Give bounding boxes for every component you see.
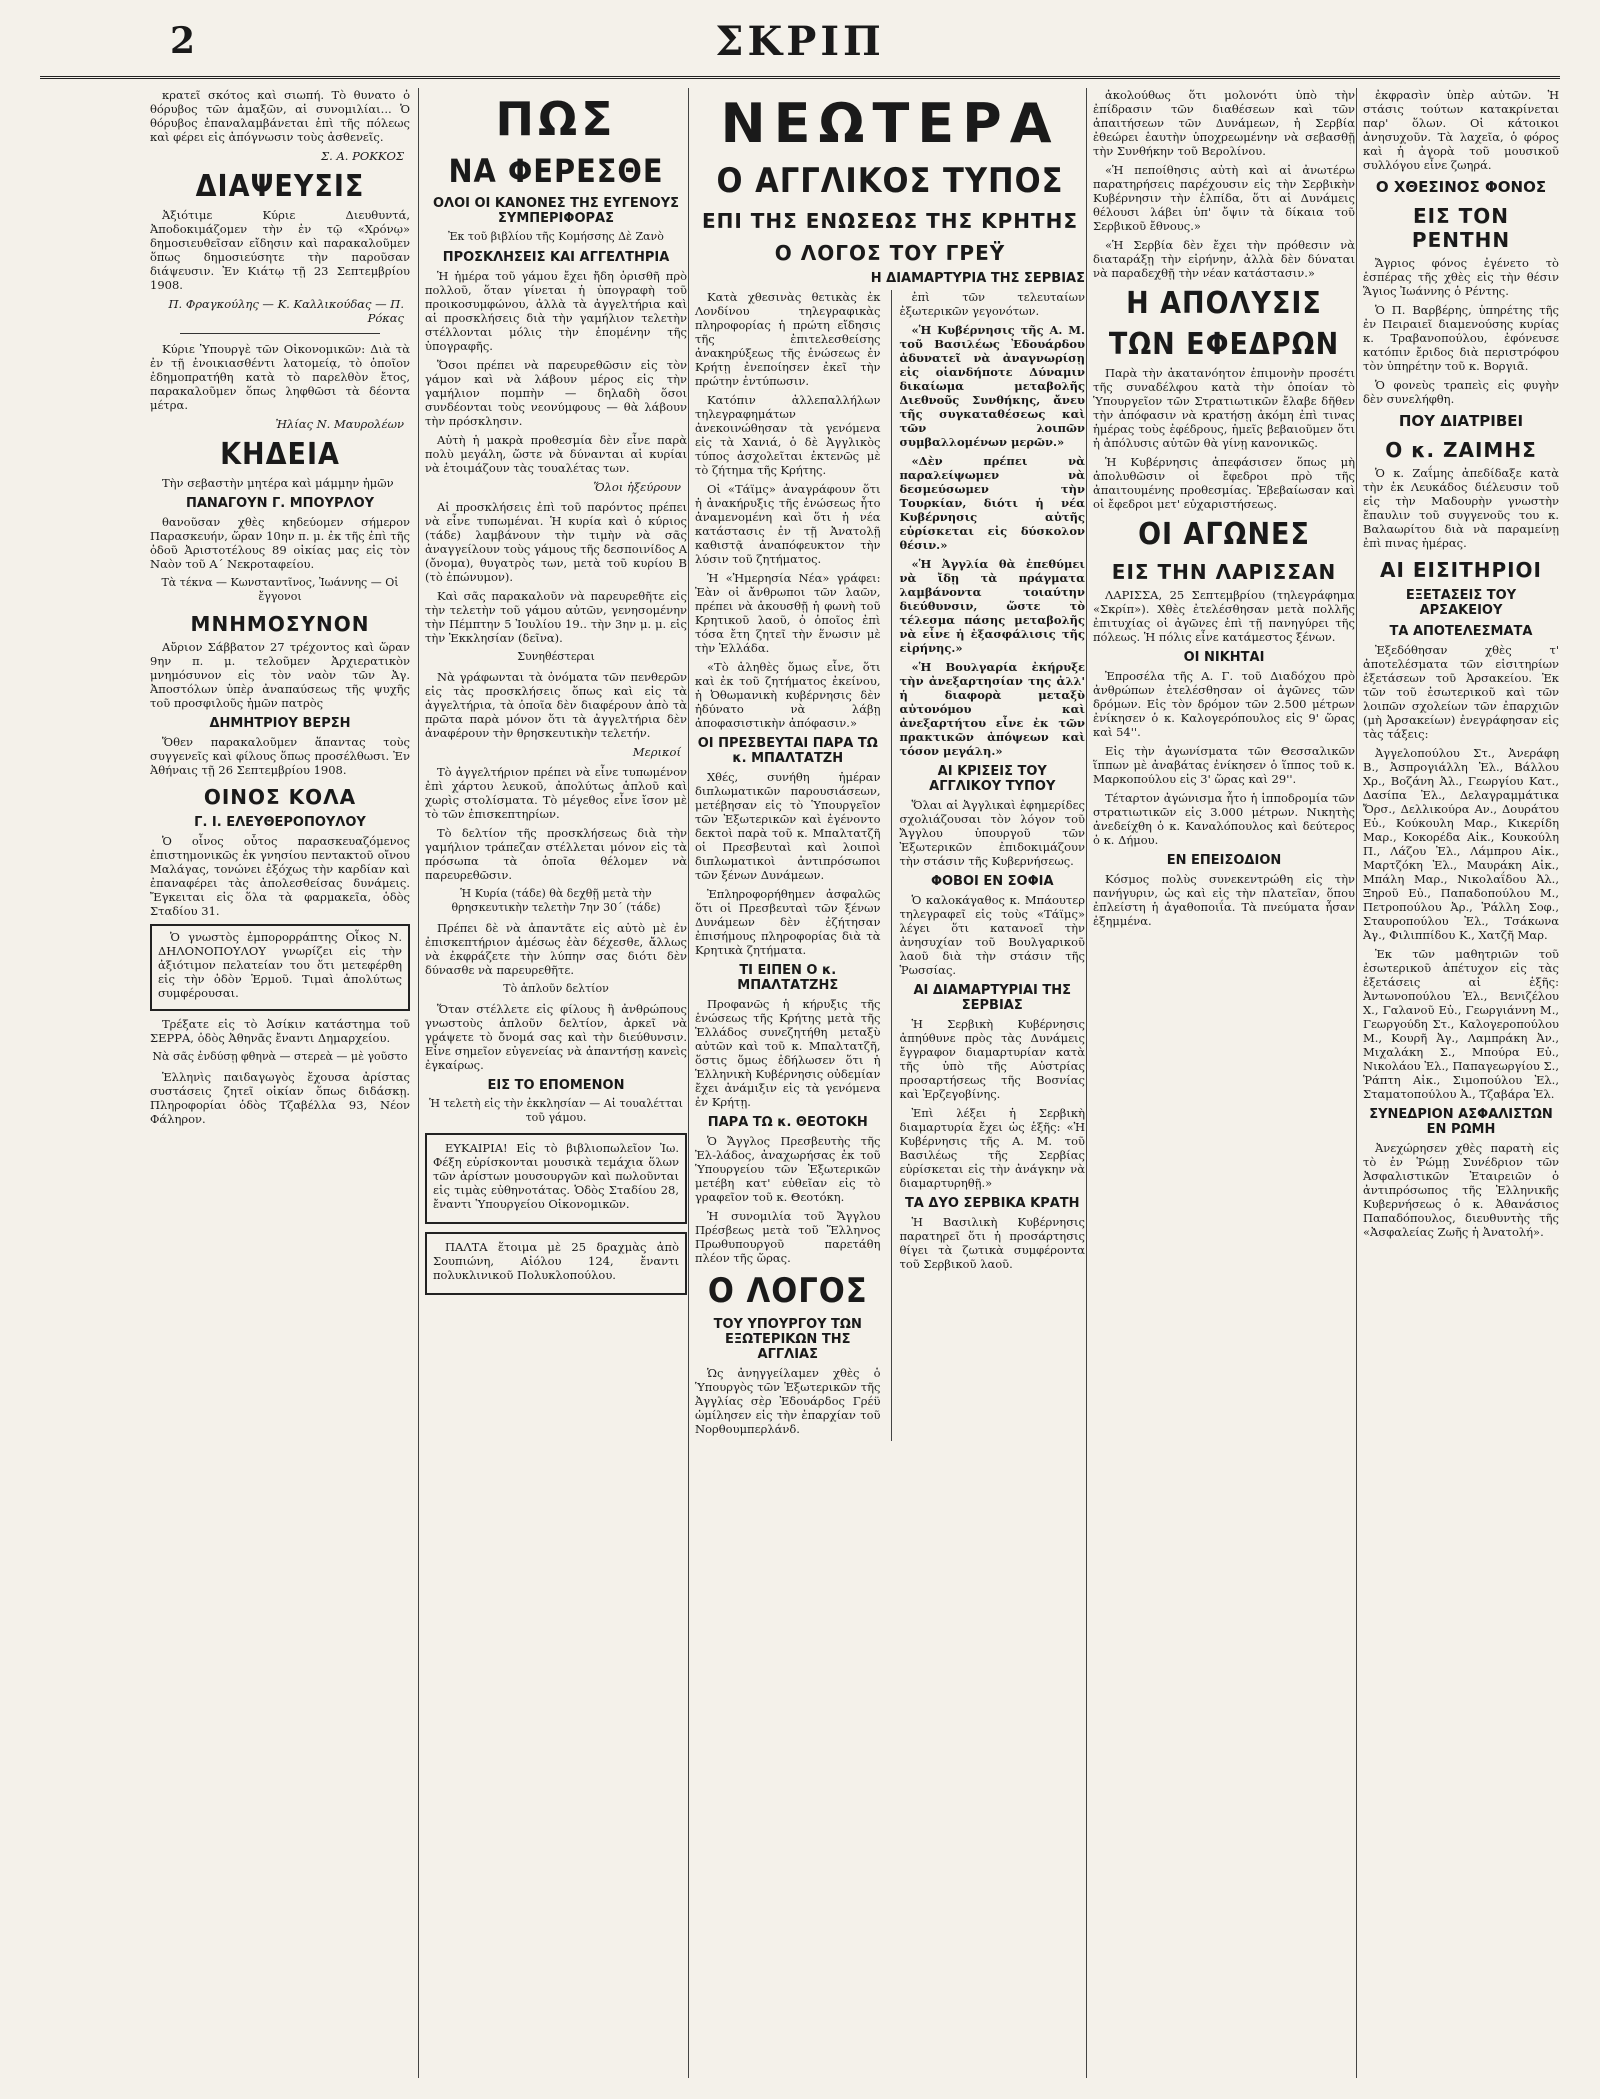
- page-number: 2: [170, 20, 196, 62]
- article-text: Αὐτὴ ἡ μακρὰ προθεσμία δὲν εἶνε παρὰ πολὺ μεγάλη, ὥστε νὰ δύνανται αἱ κυρίαι νὰ ἑτοιμάζουν τὰς τουαλέτας των.: [425, 433, 687, 475]
- article-text: Εἰς τὴν ἀγωνίσματα τῶν Θεσσαλικῶν ἵππων μὲ ἀναβάτας ἐνίκησεν ὁ ἵππος τοῦ κ. Μαρκοπούλου εἰς 3' ὥρας καὶ 29''.: [1093, 744, 1355, 786]
- ad-text: Ὁ οἶνος οὗτος παρασκευαζόμενος ἐπιστημονικῶς ἐκ γνησίου πεντακτοῦ οἴνου Μαλάγας, τονώνει ἐξόχως τὴν καρδίαν καὶ ἐπαναφέρει τὰς ἀπολεσθείσας δυνάμεις. Ἔγκειται εἰς ὅλα τὰ φαρμακεῖα, ὁδὸς Σταδίου 31.: [150, 834, 410, 918]
- article-text: Ἡ Σερβικὴ Κυβέρνησις ἀπηύθυνε πρὸς τὰς Δυνάμεις ἔγγραφον διαμαρτυρίαν κατὰ τῆς ὑπὸ τῆς Αὐστρίας προσαρτήσεως τῆς Βοσνίας καὶ Ἐρζεγοβίνης.: [899, 1017, 1085, 1101]
- results-heading: ΤΑ ΑΠΟΤΕΛΕΣΜΑΤΑ: [1389, 624, 1533, 639]
- article-text: κρατεῖ σκότος καὶ σιωπή. Τὸ θυνατο ὁ θόρυβος τῶν ἀμαξῶν, αἱ συνομιλίαι... Ὁ θόρυβος ἐπαναλαμβάνεται ἐπὶ τῆς πόλεως καὶ φέρει εἰς ἀπόγνωσιν τοὺς ἀσθενεῖς.: [150, 88, 410, 144]
- exams-heading-2: ΕΞΕΤΑΣΕΙΣ ΤΟΥ ΑΡΣΑΚΕΙΟΥ: [1405, 588, 1517, 618]
- article-text: Προφανῶς ἡ κήρυξις τῆς ἑνώσεως τῆς Κρήτης μετὰ τῆς Ἑλλάδος συνεζητήθη μεταξὺ αὐτῶν καὶ τοῦ κ. Μπαλτατζῆ, ὅστις ὅμως ἐδήλωσεν ὅτι ἡ Ἑλληνικὴ Κυβέρνησις οὐδεμίαν ἔχει ἀνάμιξιν εἰς τὰ γενόμενα ἐν Κρήτῃ.: [695, 997, 881, 1109]
- subheading: ΑΙ ΚΡΙΣΕΙΣ ΤΟΥ ΑΓΓΛΙΚΟΥ ΤΥΠΟΥ: [929, 764, 1056, 794]
- etiquette-title: ΠΩΣ: [495, 92, 617, 146]
- article-text: Ἡ Βασιλικὴ Κυβέρνησις παρατηρεῖ ὅτι ἡ προσάρτησις θίγει τὰ ζωτικὰ συμφέροντα τοῦ Σερβικοῦ λαοῦ.: [899, 1215, 1085, 1271]
- murder-heading-2: ΕΙΣ ΤΟΝ ΡΕΝΤΗΝ: [1411, 204, 1511, 252]
- newspaper-title: ΣΚΡΙΠ: [715, 18, 885, 65]
- article-text: Ὡς ἀνηγγείλαμεν χθὲς ὁ Ὑπουργὸς τῶν Ἐξωτερικῶν τῆς Ἀγγλίας σὲρ Ἐδουάρδος Γρέϋ ὡμίλησεν εἰς τὴν ἐπαρχίαν τοῦ Νορθουμπερλάνδ.: [695, 1366, 881, 1436]
- columns: [40, 88, 1560, 2078]
- zaimis-heading-2: Ο κ. ΖΑΙΜΗΣ: [1385, 438, 1537, 462]
- signers: Π. Φραγκούλης — Κ. Καλλικούδας — Π. Ρόκας: [168, 297, 404, 325]
- article-text: Ὁ κ. Ζαΐμης ἀπεδίδαξε κατὰ τὴν ἐκ Λευκάδος διέλευσιν τοῦ εἰς τὴν Μαδουρὴν γνωστὴν ἔπαυλιν τοῦ συγγενοῦς του κ. Βαλαωρίτου διὰ νὰ παραμείνῃ ἐπὶ πινας ἡμέρας.: [1363, 466, 1559, 550]
- reservists-heading-2: ΤΩΝ ΕΦΕΔΡΩΝ: [1108, 327, 1340, 362]
- article-text: ΛΑΡΙΣΣΑ, 25 Σεπτεμβρίου (τηλεγράφημα «Σκρίπ»). Χθὲς ἐτελέσθησαν μετὰ πολλῆς ἐπιτυχίας οἱ ἀγῶνες ἐπὶ τῇ πανηγύρει τῆς πόλεως. Ἡ πόλις εἶνε κατάμεστος ξένων.: [1093, 588, 1355, 644]
- subheading: ΤΑ ΔΥΟ ΣΕΡΒΙΚΑ ΚΡΑΤΗ: [904, 1196, 1080, 1211]
- ad-text: ΕΥΚΑΙΡΙΑ! Εἰς τὸ βιβλιοπωλεῖον Ἰω. Φέξη εὑρίσκονται μουσικὰ τεμάχια ὅλων τῶν ἀρίστων μουσουργῶν καὶ πωλοῦνται εἰς τιμὰς εὐθηνοτάτας. Ὁδὸς Σταδίου 28, ἔναντι Ὑπουργείου Οἰκονομικῶν.: [433, 1141, 679, 1211]
- subheading: ΑΙ ΔΙΑΜΑΡΤΥΡΙΑΙ ΤΗΣ ΣΕΡΒΙΑΣ: [913, 983, 1072, 1013]
- column-2: [418, 88, 693, 2078]
- ad-text: Ὁ γνωστὸς ἐμπορορράπτης Οἶκος Ν. ΔΗΛΟΝΟΠΟΥΛΟΥ γνωρίζει εἰς τὴν ἀξιότιμον πελατείαν του ὅτι μετεφέρθη εἰς τὴν ὁδὸν Ἑρμοῦ. Τιμαὶ ἀπολύτως συμφέρουσαι.: [158, 930, 402, 1000]
- ad-text: Τρέξατε εἰς τὸ Ἀσίκιν κατάστημα τοῦ ΣΕΡΡΑ, ὁδὸς Ἀθηνᾶς ἔναντι Δημαρχείου.: [150, 1017, 410, 1045]
- column-4: [1086, 88, 1361, 2078]
- article-text: Αἱ προσκλήσεις ἐπὶ τοῦ παρόντος πρέπει νὰ εἶνε τυπωμέναι. Ἡ κυρία καὶ ὁ κύριος (τάδε) λαμβάνουν τὴν τιμὴν νὰ σᾶς ἀναγγείλουν τοὺς γάμους τῆς δεσποινίδος Α (ὄνομα), θυγατρὸς των, μετὰ τοῦ κυρίου Β (τὸ ἐπώνυμον).: [425, 500, 687, 584]
- next-issue-heading: ΕΙΣ ΤΟ ΕΠΟΜΕΝΟΝ: [487, 1078, 625, 1093]
- family-names: Τὰ τέκνα — Κωνσταντῖνος, Ἰωάννης — Οἱ ἔγγονοι: [161, 576, 399, 603]
- memorial-name: ΔΗΜΗΤΡΙΟΥ ΒΕΡΣΗ: [209, 716, 351, 731]
- etiquette-title-2: ΝΑ ΦΕΡΕΣΘΕ: [448, 152, 664, 190]
- masthead: [40, 18, 1560, 79]
- article-text: Κατόπιν ἀλλεπαλλήλων τηλεγραφημάτων ἀνεκοινώθησαν τὰ γενόμενα εἰς τὰ Χανιά, ὁ δὲ Ἀγγλικὸς τύπος ἀσχολεῖται ἐκτενῶς μὲ τὸ ζήτημα τῆς Κρήτης.: [695, 393, 881, 477]
- student-list: Ἐκ τῶν μαθητριῶν τοῦ ἐσωτερικοῦ ἀπέτυχον εἰς τὰς ἐξετάσεις αἱ ἑξῆς: Ἀντωνοπούλου Ἐλ., Βενιζέλου Χ., Γαλανοῦ Εὐ., Γεωργιάννη Μ., Γεωργούδη Στ., Καλογεροπούλου Μ., Κουρῆ Ἀγ., Λαμπράκη Ἀν., Μιχαλάκη Σ., Μπούρα Εὐ., Νικολάου Ἐλ., Παπαγεωργίου Σ., Ῥάπτη Αἰκ., Σιμοπούλου Ἐλ., Σταματοπούλου Ἀ., Τζαβάρα Ἐλ.: [1363, 947, 1559, 1101]
- article-text: Πρέπει δὲ νὰ ἀπαντᾶτε εἰς αὐτὸ μὲ ἐν ἐπισκεπτήριον ἀμέσως ἐὰν δέχεσθε, ἄλλως νὰ ἐκφράζετε τὴν λύπην σας διότι δὲν δύνασθε νὰ παρευρεθῆτε.: [425, 921, 687, 977]
- newspaper-page: [40, 18, 1560, 2088]
- article-text: Ἡ «Ἡμερησία Νέα» γράφει: Ἐὰν οἱ ἄνθρωποι τῶν λαῶν, πρέπει νὰ ἀκουσθῇ ἡ φωνὴ τοῦ Κρητικοῦ λαοῦ, ὁ ὁποῖος ἐπὶ τόσα ἔτη ζητεῖ τὴν ἕνωσιν μὲ τὴν Ἑλλάδα.: [695, 571, 881, 655]
- column-1: [150, 88, 416, 2078]
- exams-heading: ΑΙ ΕΙΣΙΤΗΡΙΟΙ: [1379, 558, 1542, 582]
- article-text: Ἀνεχώρησεν χθὲς παρατὴ εἰς τὸ ἐν Ῥώμῃ Συνέδριον τῶν Ἀσφαλιστικῶν Ἑταιρειῶν ὁ ἀντιπρόσωπος τῆς Ἑλληνικῆς Κυβερνήσεως ὁ κ. Ἀθανάσιος Παπαδόπουλος, διευθυντὴς τῆς «Ἀσφαλείας Ζωῆς ἡ Ἀνατολή».: [1363, 1141, 1559, 1239]
- article-text: Ὁ Π. Βαρβέρης, ὑπηρέτης τῆς ἐν Πειραιεῖ διαμενούσης κυρίας κ. Τραβανοπούλου, ἐφόνευσε κατόπιν ἔριδος διὰ περιστρόφου τὸν ὑπηρέτην τοῦ κ. Βοργιᾶ.: [1363, 303, 1559, 373]
- article-text: Κόσμος πολὺς συνεκεντρώθη εἰς τὴν πανήγυριν, ὡς καὶ εἰς τὴν πλατεῖαν, ὅπου ἐπλείστη ἡ ἀγαθοποιΐα. Τὰ πνεύματα ἦσαν ἐξημμένα.: [1093, 872, 1355, 928]
- games-heading: ΟΙ ΑΓΩΝΕΣ: [1138, 517, 1310, 552]
- winners-heading: ΟΙ ΝΙΚΗΤΑΙ: [1183, 650, 1265, 665]
- signature: Σ. Α. ΡΟΚΚΟΣ: [321, 149, 404, 163]
- article-text: Ὅταν στέλλετε εἰς φίλους ἢ ἀνθρώπους γνωστοὺς ἁπλοῦν δελτίον, ἀρκεῖ νὰ γράψετε τὸ ὄνομά σας καὶ τὴν διεύθυνσιν. Εἶνε σημεῖον εὐγενείας νὰ ἀπαντήσῃ κανεὶς ἐγκαίρως.: [425, 1002, 687, 1072]
- headline-crete-union: ΕΠΙ ΤΗΣ ΕΝΩΣΕΩΣ ΤΗΣ ΚΡΗΤΗΣ: [701, 209, 1079, 233]
- pull-quote: Ὅλοι ἠξεύρουν: [593, 480, 681, 494]
- congress-heading: ΣΥΝΕΔΡΙΟΝ ΑΣΦΑΛΙΣΤΩΝ ΕΝ ΡΩΜΗ: [1369, 1107, 1553, 1137]
- article-text: Ἀξιότιμε Κύριε Διευθυντά, Ἀποδοκιμάζομεν τὴν ἐν τῷ «Χρόνῳ» δημοσιευθεῖσαν εἴδησιν καὶ παρακαλοῦμεν ὅπως δημοσιεύσητε τὴν παροῦσαν διάψευσιν. Ἐν Κιάτῳ τῇ 23 Σεπτεμβρίου 1908.: [150, 208, 410, 292]
- article-text: Ὅθεν παρακαλοῦμεν ἅπαντας τοὺς συγγενεῖς καὶ φίλους ὅπως προσέλθωσι. Ἐν Ἀθήναις τῇ 26 Σεπτεμβρίου 1908.: [150, 735, 410, 777]
- article-text: Ὅλαι αἱ Ἀγγλικαὶ ἐφημερίδες σχολιάζουσαι τὸν λόγον τοῦ Ἄγγλου ὑπουργοῦ τῶν Ἐξωτερικῶν ἐπιδοκιμάζουν τὴν στάσιν τῆς Κυβερνήσεως.: [899, 798, 1085, 868]
- article-text: Χθές, συνήθη ἡμέραν διπλωματικῶν παρουσιάσεων, μετέβησαν εἰς τὸ Ὑπουργεῖον τῶν Ἐξωτερικῶν καὶ ἐγένοντο δεκτοὶ παρὰ τοῦ κ. Μπαλτατζῆ οἱ Πρεσβευταὶ καὶ λοιποὶ διπλωματικοὶ ἀντιπρόσωποι τῶν ξένων Δυνάμεων.: [695, 770, 881, 882]
- diapsevsis-heading: ΔΙΑΨΕΥΣΙΣ: [195, 169, 365, 204]
- speech-subheading: ΤΟΥ ΥΠΟΥΡΓΟΥ ΤΩΝ ΕΞΩΤΕΡΙΚΩΝ ΤΗΣ ΑΓΓΛΙΑΣ: [713, 1317, 862, 1362]
- news-left: [695, 290, 881, 1441]
- subheading: ΠΑΡΑ ΤΩ κ. ΘΕΟΤΟΚΗ: [707, 1115, 868, 1130]
- article-text: Τὸ ἀγγελτήριον πρέπει νὰ εἶνε τυπωμένον ἐπὶ χάρτου λευκοῦ, ἀπολύτως ἁπλοῦ καὶ χωρὶς στολίσματα. Τὸ μέγεθος εἶνε ἴσον μὲ τὸ τῶν ἐπισκεπτηρίων.: [425, 765, 687, 821]
- headline-english-press: Ο ΑΓΓΛΙΚΟΣ ΤΥΠΟΣ: [716, 161, 1064, 201]
- article-text: Ὅσοι πρέπει νὰ παρευρεθῶσιν εἰς τὸν γάμον καὶ νὰ λάβουν μέρος εἰς τὴν γαμήλιον πομπὴν — δηλαδὴ ὅσοι συνδέονται τοὺς νεονύμφους — θὰ λάβουν τὴν πρόσκλησιν.: [425, 358, 687, 428]
- article-text: Οἱ «Τάϊμς» ἀναγράφουν ὅτι ἡ ἀνακήρυξις τῆς ἑνώσεως ἦτο ἀναμενομένη καὶ ὅτι ἡ νέα κατάστασις ἐν τῇ Ἀνατολῇ καθιστᾷ ἀναπόφευκτον τὴν λύσιν τοῦ ζητήματος.: [695, 482, 881, 566]
- article-text: «Ἡ Ἀγγλία θὰ ἐπεθύμει νὰ ἴδῃ τὰ πράγματα λαμβάνοντα τοιαύτην διεύθυνσιν, ὥστε τὸ τέλεσμα πάσης μεταβολῆς νὰ εἶνε ἡ ἐξασφάλισις τῆς εἰρήνης.»: [899, 557, 1085, 655]
- wine-ad-maker: Γ. Ι. ΕΛΕΥΘΕΡΟΠΟΥΛΟΥ: [194, 815, 366, 830]
- article-text: Κύριε Ὑπουργὲ τῶν Οἰκονομικῶν: Διὰ τὰ ἐν τῇ ἐνοικιασθέντι λατομείᾳ, τὸ ὁποῖον ἐδημοπρατήθη κατὰ τὸ παρελθὸν ἔτος, παρακαλοῦμεν ὅπως ληφθῶσι τὰ δέοντα μέτρα.: [150, 342, 410, 412]
- student-list: Ἀγγελοπούλου Στ., Ἀνεράφη Β., Ἀσπρογιάλλη Ἐλ., Βάλλου Χρ., Βοζάνη Ἀλ., Γεωργίου Κατ., Δασίπα Ἐλ., Δελαγραμμάτικα Ὄρσ., Δελλικούρα Αν., Δουράτου Εὐ., Κούκουλη Μαρ., Κικερίδη Μαρ., Κοκορέδα Αἰκ., Κουκούλη Π., Λάζου Ἐλ., Λάμπρου Αἰκ., Μαρτζόκη Ἐλ., Μαυράκη Αἰκ., Μπάλη Μαρ., Νικολαΐδου Ἀλ., Ξηροῦ Εὐ., Παπαδοπούλου Μ., Πετροπούλου Ἀρ., Ῥάλλη Σοφ., Σταυροπούλου Ἐλ., Τσάκωνα Ἀγ., Φιλιππίδου Κ., Χατζῆ Μαρ.: [1363, 746, 1559, 942]
- headline-grey-speech: Ο ΛΟΓΟΣ ΤΟΥ ΓΡΕΫ: [774, 241, 1006, 265]
- tailor-ad: [150, 924, 410, 1011]
- article-text: «Τὸ ἀληθὲς ὅμως εἶνε, ὅτι καὶ ἐκ τοῦ ζητήματος ἐκείνου, ἡ Ὀθωμανικὴ κυβέρνησις δὲν ἠδύνατο νὰ λάβῃ ἀποφασιστικὴν ἀπόφασιν.»: [695, 660, 881, 730]
- murder-heading: Ο ΧΘΕΣΙΝΟΣ ΦΟΝΟΣ: [1375, 178, 1547, 196]
- article-text: Ὁ καλοκάγαθος κ. Μπάουτερ τηλεγραφεῖ εἰς τοὺς «Τάϊμς» λέγει ὅτι κατανοεῖ τὴν ἀνησυχίαν τοῦ Βουλγαρικοῦ λαοῦ διὰ τὴν στάσιν τῆς Ῥωσσίας.: [899, 893, 1085, 977]
- article-text: Ὁ φονεὺς τραπεὶς εἰς φυγὴν δὲν συνελήφθη.: [1363, 378, 1559, 406]
- article-text: «Ἡ Βουλγαρία ἐκήρυξε τὴν ἀνεξαρτησίαν της ἀλλ' ἡ διαφορὰ μεταξὺ αὐτονόμου καὶ ἀνεξαρτήτου εἶνε ἐκ τῶν πρακτικῶν ἀπόψεων καὶ τόσον μεγάλη.»: [899, 660, 1085, 758]
- news-heading: ΝΕΩΤΕΡΑ: [720, 92, 1060, 155]
- article-text: «Ἡ Σερβία δὲν ἔχει τὴν πρόθεσιν νὰ διαταράξῃ τὴν εἰρήνην, ἀλλὰ δὲν δύναται νὰ παραδεχθῇ τὴν νέαν κατάστασιν.»: [1093, 238, 1355, 280]
- mnimosynon-heading: ΜΝΗΜΟΣΥΝΟΝ: [190, 612, 370, 636]
- next-issue-text: Ἡ τελετὴ εἰς τὴν ἐκκλησίαν — Αἱ τουαλέτται τοῦ γάμου.: [429, 1097, 683, 1124]
- subheading: ΤΙ ΕΙΠΕΝ Ο κ. ΜΠΑΛΤΑΤΖΗΣ: [737, 963, 839, 993]
- etiquette-subtitle: ΟΛΟΙ ΟΙ ΚΑΝΟΝΕΣ ΤΗΣ ΕΥΓΕΝΟΥΣ ΣΥΜΠΕΡΙΦΟΡΑΣ: [432, 196, 679, 226]
- headline-serbia-protest: Η ΔΙΑΜΑΡΤΥΡΙΑ ΤΗΣ ΣΕΡΒΙΑΣ: [870, 271, 1085, 286]
- deceased-name: ΠΑΝΑΓΟΥΝ Γ. ΜΠΟΥΡΛΟΥ: [185, 496, 375, 511]
- article-text: θανοῦσαν χθὲς κηδεύομεν σήμερον Παρασκευήν, ὥραν 10ην π. μ. ἐκ τῆς ἐπὶ τῆς ὁδοῦ Ἀριστοτέλους 89 οἰκίας μας εἰς τὸν Ναὸν τοῦ Α΄ Νεκροταφείου.: [150, 515, 410, 571]
- article-text: Ἡ ἡμέρα τοῦ γάμου ἔχει ἤδη ὁρισθῆ πρὸ πολλοῦ, ὅταν γίνεται ἡ ὑπογραφὴ τοῦ προικοσυμφώνου, ἀλλὰ τὰ ἀγγελτήρια καὶ αἱ προσκλήσεις διὰ τὴν γαμήλιον τελετὴν στέλλονται μόλις τὴν ἐπομένην τῆς ὑπογραφῆς.: [425, 269, 687, 353]
- music-ad: [425, 1133, 687, 1224]
- article-text: Αὔριον Σάββατον 27 τρέχοντος καὶ ὥραν 9ην π. μ. τελοῦμεν Ἀρχιερατικὸν μνημόσυνον εἰς τὸν ναὸν τῶν Ἀγ. Ἀποστόλων ὑπὲρ ἀναπαύσεως τῆς ψυχῆς τοῦ προσφιλοῦς ἡμῶν πατρὸς: [150, 640, 410, 710]
- section-subheading: Τὸ ἁπλοῦν δελτίον: [503, 982, 609, 995]
- article-text: ἐκφρασὶν ὑπὲρ αὐτῶν. Ἡ στάσις τούτων κατακρίνεται παρ' ὅλων. Οἱ κάτοικοι ἀνησυχοῦν. Τὰ λαχεῖα, ὁ φόρος καὶ ἡ ἀγορὰ τοῦ μουσικοῦ συλλόγου εἶνε ζωηρά.: [1363, 88, 1559, 172]
- column-3: [688, 88, 1091, 2078]
- games-heading-2: ΕΙΣ ΤΗΝ ΛΑΡΙΣΣΑΝ: [1111, 560, 1337, 584]
- zaimis-heading: ΠΟΥ ΔΙΑΤΡΙΒΕΙ: [1398, 412, 1524, 430]
- divider: [180, 333, 380, 334]
- article-text: Ἡ Κυβέρνησις ἀπεφάσισεν ὅπως μὴ ἀπολυθῶσιν οἱ ἔφεδροι πρὸ τῆς ἀπαιτουμένης προθεσμίας. Ἐβεβαίωσαν καὶ οἱ ἔφεδροι μετ' εὐχαριστήσεως.: [1093, 455, 1355, 511]
- article-text: Τὴν σεβαστὴν μητέρα καὶ μάμμην ἡμῶν: [162, 476, 394, 490]
- article-text: ἐπὶ τῶν τελευταίων ἐξωτερικῶν γεγονότων.: [899, 290, 1085, 318]
- incident-heading: ΕΝ ΕΠΕΙΣΟΔΙΟΝ: [1166, 853, 1282, 868]
- news-right: [891, 290, 1086, 1441]
- kideia-heading: ΚΗΔΕΙΑ: [220, 437, 340, 472]
- article-text: «Δὲν πρέπει νὰ παραλείψωμεν νὰ δεσμεύσωμεν τὴν Τουρκίαν, διότι ἡ νέα Κυβέρνησις αὐτῆς εὑρίσκεται εἰς δύσκολον θέσιν.»: [899, 454, 1085, 552]
- article-text: «Ἡ πεποίθησις αὐτὴ καὶ αἱ ἀνωτέρω παρατηρήσεις παρέχουσιν εἰς τὴν Σερβικὴν Κυβέρνησιν τὴν ἐλπίδα, ὅτι αἱ Δυνάμεις θέλουσι λάβει ὑπ' ὄψιν τὰ δίκαια τοῦ Σερβικοῦ ἔθνους.»: [1093, 163, 1355, 233]
- ad-slogan: Νὰ σᾶς ἐνδύσῃ φθηνὰ — στερεὰ — μὲ γοῦστο: [152, 1050, 408, 1063]
- ad-text: ΠΑΛΤΑ ἕτοιμα μὲ 25 δραχμὰς ἀπὸ Σουπιώνη, Αἰόλου 124, ἔναντι πολυκλινικοῦ Πολυκλοπούλου.: [433, 1240, 679, 1282]
- subheading: ΟΙ ΠΡΕΣΒΕΥΤΑΙ ΠΑΡΑ ΤΩ κ. ΜΠΑΛΤΑΤΖΗ: [697, 736, 878, 766]
- speech-heading: Ο ΛΟΓΟΣ: [707, 1271, 868, 1311]
- article-text: Ἐξεδόθησαν χθὲς τ' ἀποτελέσματα τῶν εἰσιτηρίων ἐξετάσεων τοῦ Ἀρσακείου. Ἐκ τῶν τοῦ ἐσωτερικοῦ καὶ τῶν λοιπῶν σχολείων τῶν ἐπαρχιῶν (μὴ Ἀρσακείων) ἐνεγράφησαν εἰς τὰς τάξεις:: [1363, 643, 1559, 741]
- news-two-columns: [695, 290, 1085, 1441]
- article-text: Ἐπροσέλα τῆς Α. Γ. τοῦ Διαδόχου πρὸ ἀνθρώπων ἐτελέσθησαν οἱ ἀγῶνες τῶν δρόμων. Εἰς τὸν δρόμον τῶν 2.500 μέτρων ἐνίκησεν ὁ κ. Καλογερόπουλος εἰς 9' ὥρας καὶ 54''.: [1093, 669, 1355, 739]
- article-text: Καὶ σᾶς παρακαλοῦν νὰ παρευρεθῆτε εἰς τὴν τελετὴν τοῦ γάμου αὐτῶν, γενησομένην τὴν Πέμπτην 5 Ἰουλίου 19.. τὴν 3ην μ. μ. εἰς τὴν Ἐκκλησίαν (δεῖνα).: [425, 589, 687, 645]
- reservists-heading: Η ΑΠΟΛΥΣΙΣ: [1126, 286, 1322, 321]
- article-text: Τέταρτον ἀγώνισμα ἦτο ἡ ἱπποδρομία τῶν στρατιωτικῶν εἰς 3.000 μέτρων. Νικητὴς ἀνεδείχθη ὁ κ. Καναλόπουλος καὶ δεύτερος ὁ κ. Δήμου.: [1093, 791, 1355, 847]
- article-text: Ἐπὶ λέξει ἡ Σερβικὴ διαμαρτυρία ἔχει ὡς ἑξῆς: «Ἡ Κυβέρνησις τῆς Α. Μ. τοῦ Βασιλέως τῆς Σερβίας εὑρίσκεται εἰς τὴν ἀνάγκην νὰ διαμαρτυρηθῇ.»: [899, 1106, 1085, 1190]
- signature: Ἠλίας Ν. Μαυρολέων: [275, 417, 404, 431]
- article-text: Ἡ συνομιλία τοῦ Ἄγγλου Πρέσβεως μετὰ τοῦ Ἕλληνος Πρωθυπουργοῦ παρετάθη πλέον τῆς ὥρας.: [695, 1209, 881, 1265]
- section-heading: ΠΡΟΣΚΛΗΣΕΙΣ ΚΑΙ ΑΓΓΕΛΤΗΡΙΑ: [442, 250, 670, 265]
- article-text: Ἐπληροφορήθημεν ἀσφαλῶς ὅτι οἱ Πρεσβευταὶ τῶν ξένων Δυνάμεων δὲν ἐζήτησαν ἐπισήμους πληροφορίας διὰ τὰ Κρητικὰ ζητήματα.: [695, 887, 881, 957]
- article-text: Ἄγριος φόνος ἐγένετο τὸ ἑσπέρας τῆς χθὲς εἰς τὴν θέσιν Ἅγιος Ἰωάννης ὁ Ρέντης.: [1363, 256, 1559, 298]
- source-line: Ἐκ τοῦ βιβλίου τῆς Κομήσσης Δὲ Ζανὸ: [448, 230, 664, 243]
- article-text: Τὸ δελτίον τῆς προσκλήσεως διὰ τὴν γαμήλιον τράπεζαν στέλλεται μόνον εἰς τὰ πρόσωπα τὰ ὁποῖα θέλομεν νὰ παρευρεθῶσιν.: [425, 826, 687, 882]
- article-text: ἀκολούθως ὅτι μολονότι ὑπὸ τὴν ἐπίδρασιν τῶν διαθέσεων καὶ τῶν ἀπαιτήσεων τῶν Δυνάμεων, ἡ Σερβία ἐθεώρει ἑαυτὴν ὑποχρεωμένην νὰ σεβασθῇ τὴν Συνθήκην τοῦ Βερολίνου.: [1093, 88, 1355, 158]
- article-text: Νὰ γράφωνται τὰ ὀνόματα τῶν πενθερῶν εἰς τὰς προσκλήσεις ὅπως καὶ εἰς τὰ ἀγγελτήρια, τὰ ὁποῖα δὲν διαφέρουν ἀπὸ τὰ πρῶτα παρὰ μόνον ὅτι τὰ ἀγγελτήρια δὲν ἀναφέρουν τὴν θρησκευτικὴν τελετήν.: [425, 670, 687, 740]
- wine-ad-title: ΟΙΝΟΣ ΚΟΛΑ: [203, 785, 357, 809]
- ad-text: Ἑλληνὶς παιδαγωγὸς ἔχουσα ἀρίστας συστάσεις ζητεῖ οἰκίαν ὅπως διδάσκῃ. Πληροφορίαι ὁδὸς Τζαβέλλα 93, Νέον Φάληρον.: [150, 1070, 410, 1126]
- signed-line: Μερικοί: [632, 745, 681, 759]
- article-text: «Ἡ Κυβέρνησις τῆς Α. Μ. τοῦ Βασιλέως Ἐδουάρδου ἀδυνατεῖ νὰ ἀναγνωρίσῃ εἰς οἱανδήποτε Δύναμιν δικαίωμα μεταβολῆς Διεθνοῦς Συνθήκης, ἄνευ τῆς συγκαταθέσεως καὶ τῶν λοιπῶν συμβαλλομένων μερῶν.»: [899, 323, 1085, 449]
- coat-ad: [425, 1232, 687, 1295]
- article-text: Ὁ Ἄγγλος Πρεσβευτὴς τῆς Ἐλ-λάδος, ἀναχωρήσας ἐκ τοῦ Ὑπουργείου τῶν Ἐξωτερικῶν μετέβη κατ' εὐθεῖαν εἰς τὸ γραφεῖον τοῦ κ. Θεοτόκη.: [695, 1134, 881, 1204]
- subheading: ΦΟΒΟΙ ΕΝ ΣΟΦΙΑ: [930, 874, 1054, 889]
- article-text: Παρὰ τὴν ἀκατανόητον ἐπιμονὴν προσέτι τῆς συναδέλφου κατὰ τὴν ὁποίαν τὸ Ὑπουργεῖον τῶν Στρατιωτικῶν ἔλαβε δῆθεν τὴν ἀπόφασιν νὰ κρατήσῃ ἀκόμη ἐπὶ τινας ἡμέρας τοὺς ἐφέδρους, ἡμεῖς βεβαιοῦμεν ὅτι ἡ ἀπόλυσις αὐτῶν θὰ γίνῃ κανονικῶς.: [1093, 366, 1355, 450]
- section-subheading: Συνηθέστεραι: [517, 650, 595, 663]
- article-text: Κατὰ χθεσινὰς θετικὰς ἐκ Λονδίνου τηλεγραφικὰς πληροφορίας ἡ πρώτη εἴδησις τῆς ἐπιτελεσθείσης ἀνακηρύξεως τῆς ἑνώσεως ἐν Κρήτῃ ἐνεποίησεν ἐκεῖ τὴν πρώτην ἐντύπωσιν.: [695, 290, 881, 388]
- sample-card: Ἡ Κυρία (τάδε) θὰ δεχθῇ μετὰ τὴν θρησκευτικὴν τελετὴν 7ην 30΄ (τάδε): [451, 887, 661, 914]
- column-5: [1356, 88, 1559, 2078]
